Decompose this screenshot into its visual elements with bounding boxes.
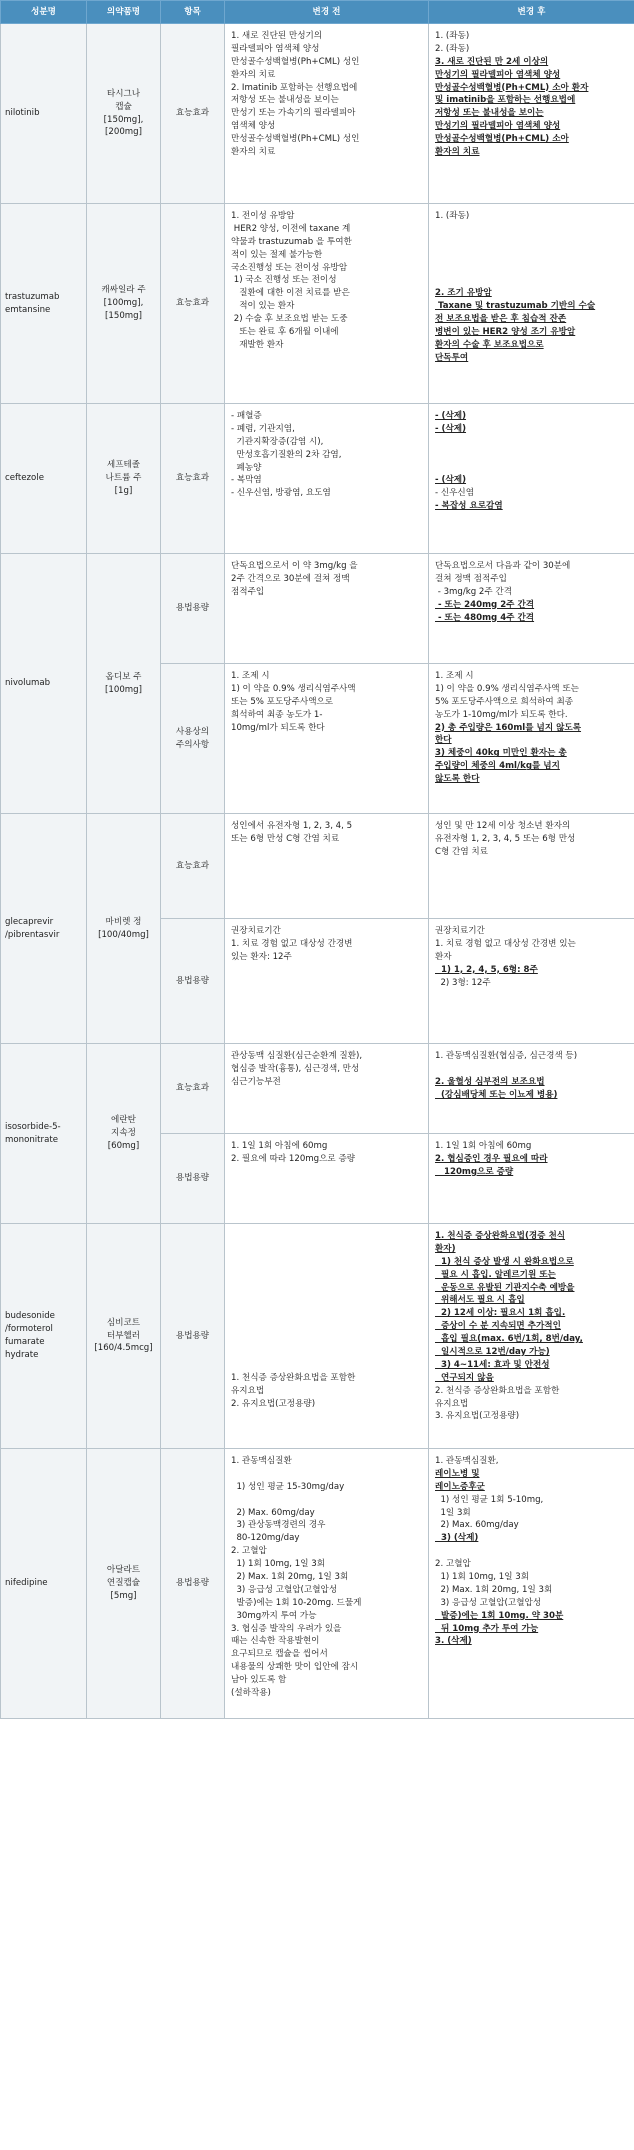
after-text: 1. (좌동) [435,31,470,41]
item-cell: 효능효과 [161,1044,225,1134]
before-cell [225,404,429,554]
ingredient-cell: nivolumab [1,554,87,814]
header-before: 변경 전 [225,1,429,24]
header-after: 변경 후 [429,1,634,24]
after-text: 3. 새로 진단된 만 2세 이상의 만성기의 필라델피아 염색체 양성 만성골수성백혈병(Ph+CML) 소아 환자 및 imatinib을 포함하는 선행요법에 저항성 또는 불내성을 보이는 만성기의 필라델피아 염색체 양성 만성골수성백혈병(Ph+CML) 소아 환자의 치료 [435,56,589,158]
before-text: 관상동맥 심질환(심근순환계 질환), 협심증 발작(흉통), 심근경색, 만성 심근기능부전 [231,1051,363,1087]
item-cell: 사용상의 주의사항 [161,664,225,814]
after-text: 레이노병 및 레이노증후군 [435,1468,485,1492]
ingredient-cell: trastuzumab emtansine [1,204,87,404]
after-text: 발증)에는 1회 10mg. 약 30분 뒤 10mg 추가 투여 가능 [440,1610,564,1634]
after-cell [429,1044,634,1134]
table-row [1,1449,634,1719]
product-cell: 세프테졸 나트륨 주 [1g] [87,404,161,554]
after-cell [429,814,634,919]
after-text: - 신우신염 [435,488,475,499]
item-cell: 효능효과 [161,24,225,204]
after-text: - (삭제) [435,475,467,486]
before-cell [225,1224,429,1449]
after-text: 1) 성인 평균 1회 5-10mg, 1일 3회 2) Max. 60mg/day [440,1494,544,1531]
after-text: 1) 1, 2, 4, 5, 6형: 8주 [435,964,538,975]
after-text: 2. 협심증인 경우 필요에 따라 120mg으로 증량 [435,1153,548,1177]
after-text: 2. 조기 유방암 Taxane 및 trastuzumab 기반의 수술 전 보조요법을 받은 후 침습적 잔존 병변이 있는 HER2 양성 조기 유방암 환자의 수술 후 보조요법으로 단독투여 [435,288,596,363]
after-text: 2) 총 주입량은 160ml를 넘지 않도록 한다 [435,722,582,746]
table-row [1,24,634,204]
header-ingredient: 성분명 [1,1,87,24]
item-cell: 용법용량 [161,1449,225,1719]
ingredient-cell: nifedipine [1,1449,87,1719]
product-cell: 아달라트 연질캡슐 [5mg] [87,1449,161,1719]
before-cell [225,664,429,814]
table-body [1,24,634,1719]
after-text: 1. 관동맥심질환, [435,1456,499,1466]
after-cell [429,204,634,404]
item-cell: 효능효과 [161,404,225,554]
after-text: 3. (삭제) [435,1636,472,1647]
item-cell: 효능효과 [161,814,225,919]
after-cell [429,1134,634,1224]
item-cell: 용법용량 [161,1134,225,1224]
after-cell [429,1449,634,1719]
before-cell [225,1134,429,1224]
before-text: 성인에서 유전자형 1, 2, 3, 4, 5 또는 6형 만성 C형 간염 치료 [231,821,353,844]
before-cell [225,204,429,404]
ingredient-cell: isosorbide-5- mononitrate [1,1044,87,1224]
table-row [1,204,634,404]
after-text: 3) 체중이 40kg 미만인 환자는 총 주입량이 체중의 4ml/kg를 넘지 않도록 한다 [435,748,567,785]
after-cell [429,404,634,554]
ingredient-cell: budesonide /formoterol fumarate hydrate [1,1224,87,1449]
ingredient-cell: ceftezole [1,404,87,554]
item-cell: 용법용량 [161,554,225,664]
header-row [1,1,634,24]
after-cell [429,1224,634,1449]
table-row [1,404,634,554]
after-text: 1. 관동맥심질환(협심증, 심근경색 등) [435,1051,578,1061]
after-text: 1. 천식증 증상완화요법(경증 천식 환자) 1) 천식 증상 발생 시 완화요법으로 필요 시 흡입. 알레르기원 또는 운동으로 유발된 기관지수축 예방을 위해서도 필요 시 흡입 2) 12세 이상: 필요시 1회 흡입. 증상이 수 분 지속되면 추가적인 흡입 필요(max. 6번/1회, 8번/day, 일시적으로 12번/day 가능) 3) 4~11세: 효과 및 안전성 연구되지 않음 [435,1231,583,1383]
after-text: - 또는 240mg 2주 간격 [435,599,535,610]
before-cell [225,554,429,664]
item-cell: 효능효과 [161,204,225,404]
item-cell: 용법용량 [161,1224,225,1449]
after-cell [429,24,634,204]
after-text: 성인 및 만 12세 이상 청소년 환자의 유전자형 1, 2, 3, 4, 5 또는 6형 만성 C형 간염 치료 [435,821,576,857]
product-cell: 에란탄 지속정 [60mg] [87,1044,161,1224]
before-text: - 패혈증 - 폐렴, 기관지염, 기관지확장증(감염 시), 만성호흡기질환의 2차 감염, 폐농양 - 복막염 - 신우신염, 방광염, 요도염 [231,411,342,499]
after-text: 권장치료기간 1. 치료 경험 없고 대상성 간경변 있는 환자 [435,926,576,962]
before-text: 1. 1일 1회 아침에 60mg 2. 필요에 따라 120mg으로 증량 [231,1141,356,1164]
before-cell [225,814,429,919]
after-text: 1. (좌동) [435,211,470,221]
table-row [1,1044,634,1134]
before-text: 1. 관동맥심질환 1) 성인 평균 15-30mg/day 2) Max. 60mg/day 3) 관상동맥경련의 경우 80-120mg/day 2. 고혈압 1) 1회 10mg, 1일 3회 2) Max. 1회 20mg, 1일 3회 3) 응급성 고혈압(고혈압성 발증)에는 1회 10-20mg. 드물게 30mg까지 투여 가능 3. 협심증 발작의 우려가 있을 때는 신속한 작용발현이 요구되므로 캡슐을 씹어서 내용물의 상쾌한 맛이 입안에 잠시 남아 있도록 함 (설하작용) [231,1456,362,1699]
product-cell: 마비렛 정 [100/40mg] [87,814,161,1044]
before-text: 1. 전이성 유방암 HER2 양성, 이전에 taxane 계 약물과 trastuzumab 을 투여한 적이 있는 절제 불가능한 국소진행성 또는 전이성 유방암 1) 국소 진행성 또는 전이성 질환에 대한 이전 치료를 받은 적이 있는 환자 2) 수술 후 보조요법 받는 도중 또는 완료 후 6개월 이내에 재발한 환자 [231,211,352,350]
item-cell: 용법용량 [161,919,225,1044]
after-cell [429,554,634,664]
before-text: 권장치료기간 1. 치료 경험 없고 대상성 간경변 있는 환자: 12주 [231,926,353,962]
header-product: 의약품명 [87,1,161,24]
header-item: 항목 [161,1,225,24]
after-text: 3) (삭제) [440,1533,479,1544]
table-row [1,814,634,919]
after-text: - (삭제) [435,423,467,434]
before-text: 단독요법으로서 이 약 3mg/kg 을 2주 간격으로 30분에 걸쳐 정맥 점적주입 [231,561,358,597]
ingredient-cell: nilotinib [1,24,87,204]
before-cell [225,1044,429,1134]
before-cell [225,1449,429,1719]
after-text: 1. 1일 1회 아침에 60mg [435,1141,532,1151]
after-text: 2. (좌동) [435,43,470,54]
table-row [1,1224,634,1449]
after-text: 2. 울혈성 심부전의 보조요법 (강심배당체 또는 이뇨제 병용) [435,1076,558,1100]
before-cell [225,24,429,204]
after-cell [429,664,634,814]
after-text: 2. 천식증 증상완화요법을 포함한 유지요법 3. 유지요법(고정용량) [435,1385,560,1422]
product-cell: 타시그나 캡슐 [150mg], [200mg] [87,24,161,204]
before-cell [225,919,429,1044]
product-cell: 심비코트 터부헬러 [160/4.5mcg] [87,1224,161,1449]
product-cell: 캐싸일라 주 [100mg], [150mg] [87,204,161,404]
after-cell [429,919,634,1044]
after-text: 단독요법으로서 다음과 같이 30분에 걸쳐 정맥 점적주입 - 3mg/kg 2주 간격 [435,561,571,597]
before-text: 1. 천식증 증상완화요법을 포함한 유지요법 2. 유지요법(고정용량) [231,1372,356,1409]
after-text: - 복잡성 요로감염 [435,501,503,512]
after-text: 2) 3형: 12주 [435,977,491,988]
table-row [1,554,634,664]
product-cell: 옵디보 주 [100mg] [87,554,161,814]
after-text: 2. 고혈압 1) 1회 10mg, 1일 3회 2) Max. 1회 20mg, 1일 3회 3) 응급성 고혈압(고혈압성 [435,1559,553,1608]
after-text: - (삭제) [435,411,467,421]
after-text: - 또는 480mg 4주 간격 [435,612,535,623]
before-text: 2. Imatinib 포함하는 선행요법에 저항성 또는 불내성을 보이는 만성기 또는 가속기의 필라델피아 염색체 양성 만성골수성백혈병(Ph+CML) 성인 환자의 치료 [231,82,360,158]
ingredient-cell: glecaprevir /pibrentasvir [1,814,87,1044]
before-text: 1. 조제 시 1) 이 약을 0.9% 생리식염주사액 또는 5% 포도당주사액으로 희석하여 최종 농도가 1- 10mg/ml가 되도록 한다 [231,671,356,733]
after-text: 1. 조제 시 1) 이 약을 0.9% 생리식염주사액 또는 5% 포도당주사액으로 희석하여 최종 농도가 1-10mg/ml가 되도록 한다. [435,671,579,720]
before-text: 1. 새로 진단된 만성기의 필라델피아 염색체 양성 만성골수성백혈병(Ph+CML) 성인 환자의 치료 [231,31,360,80]
